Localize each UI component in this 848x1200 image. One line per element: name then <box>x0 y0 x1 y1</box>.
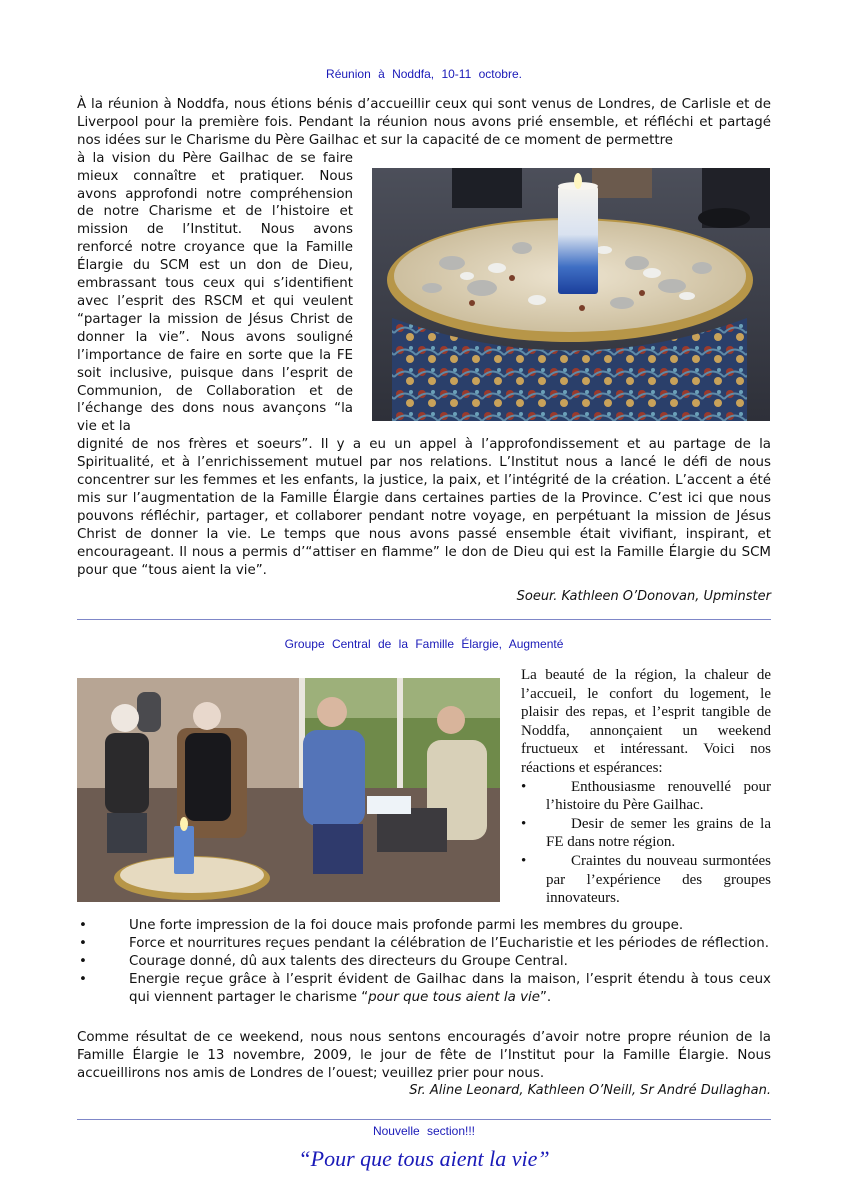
list-item-text <box>129 971 771 1007</box>
bullet-marker: • <box>521 852 527 869</box>
paragraph-top: À la réunion à Noddfa, nous étions bénis d’accueillir ceux qui sont venus de Londres, de Carlisle et de Liverpool pour la première fois. Pendant la réunion nous avons prié ensemble, et réfléchi et partagé nos idées sur le Charisme du Père Gailhac et sur la capacité de ce moment de permettre <box>77 97 771 148</box>
bullet-marker: • <box>79 918 87 933</box>
intro-paragraph: La beauté de la région, la chaleur de l’accueil, le confort du logement, le plaisir des repas, et l’esprit tangible de Noddfa, annonçaient un weekend fructueux et intéressant. Voici nos réactions et espérances: <box>521 667 771 776</box>
list-item <box>77 935 771 953</box>
bullet-marker: • <box>79 953 87 969</box>
quote-close: ”. <box>539 989 552 1005</box>
section-title-reunion: Réunion à Noddfa, 10-11 octobre. <box>326 67 522 81</box>
list-item-text: Force et nourritures reçues pendant la célébration de l’Eucharistie et les périodes de réflection. <box>129 935 769 951</box>
signature-kathleen-odonovan: Soeur. Kathleen O’Donovan, Upminster <box>516 589 771 604</box>
section-divider <box>77 1119 771 1120</box>
list-item <box>77 971 771 1007</box>
list-item-text: Courage donné, dû aux talents des directeurs du Groupe Central. <box>129 953 568 969</box>
paragraph-bottom: dignité de nos frères et soeurs”. Il y a eu un appel à l’approfondissement et au partage de la Spiritualité, et à l’enrichissement mutuel par nos relations. L’Institut nous a lancé le défi de nous concentrer sur les femmes et les enfants, la justice, la paix, et l’intégrité de la création. L’accent a été mis sur l’augmentation de la Famille Élargie dans certaines parties de la Province. C’est ici que nous pouvons réfléchir, partager, et collaborer pendant notre voyage, en perpétuant la mission de Jésus Christ de donner la vie. Le temps que nous avons passé ensemble était vivifiant, inspirant, et encourageant. Il nous a permis d’“attiser en flamme” le don de Dieu qui est la Famille Élargie du SCM pour que “tous aient la vie”. <box>77 437 771 578</box>
side-bullet-item <box>521 852 771 908</box>
candle-table-photo <box>372 168 770 421</box>
side-bullet-text: Enthousiasme renouvellé pour l’histoire du Père Gailhac. <box>546 778 771 814</box>
signature-group: Sr. Aline Leonard, Kathleen O’Neill, Sr André Dullaghan. <box>409 1083 771 1098</box>
section-divider <box>77 619 771 620</box>
side-bullet-item <box>521 815 771 852</box>
closing-paragraph: Comme résultat de ce weekend, nous nous sentons encouragés d’avoir notre propre réunion de la Famille Élargie le 13 novembre, 2009, le jour de fête de l’Institut pour la Famille Élargie. Nous accueillirons nos amis de Londres de l’ouest; veuillez prier pour nous. <box>77 1030 771 1081</box>
article-text-groupe-central <box>521 666 771 908</box>
bullet-marker: • <box>521 778 527 795</box>
section-title-groupe-central: Groupe Central de la Famille Élargie, Augmenté <box>284 637 564 651</box>
list-item-text: Une forte impression de la foi douce mais profonde parmi les membres du groupe. <box>129 918 684 933</box>
list-item <box>77 953 771 971</box>
bullet-marker: • <box>521 815 527 832</box>
motto: “Pour que tous aient la vie” <box>298 1146 550 1171</box>
list-item <box>77 917 771 935</box>
quote-open: “ <box>361 989 369 1005</box>
side-bullet-item <box>521 778 771 815</box>
charism-phrase: pour que tous aient la vie <box>368 989 540 1005</box>
side-bullet-text: Desir de semer les grains de la FE dans notre région. <box>546 815 771 851</box>
section-title-nouvelle: Nouvelle section!!! <box>372 1124 476 1138</box>
list-item-text-start: Energie reçue grâce à l’esprit évident de Gailhac dans la maison, l’esprit étendu à tous ceux qui viennent partager le charisme <box>129 971 771 1005</box>
group-meeting-photo <box>77 678 500 902</box>
side-bullet-text: Craintes du nouveau surmontées par l’expérience des groupes innovateurs. <box>546 852 771 907</box>
bullet-marker: • <box>79 971 87 987</box>
paragraph-wrap: à la vision du Père Gailhac de se faire mieux connaître et pratiquer. Nous avons approfondi notre compréhension de notre Charisme et de l’histoire et mission de l’Institut. Nous avons renforcé notre croyance que la Famille Élargie du SCM est un don de Dieu, embrassant tous ceux qui s’identifient avec l’esprit des RSCM et qui veulent “partager la mission de Jésus Christ de donner la vie”. Nous avons souligné l’importance de faire en sorte que la FE soit inclusive, puisque dans l’esprit de Communion, de Collaboration et de l’échange des dons nous avançons “la vie et la <box>77 150 353 435</box>
bullet-marker: • <box>79 935 87 951</box>
reactions-bullet-list <box>77 917 771 1007</box>
